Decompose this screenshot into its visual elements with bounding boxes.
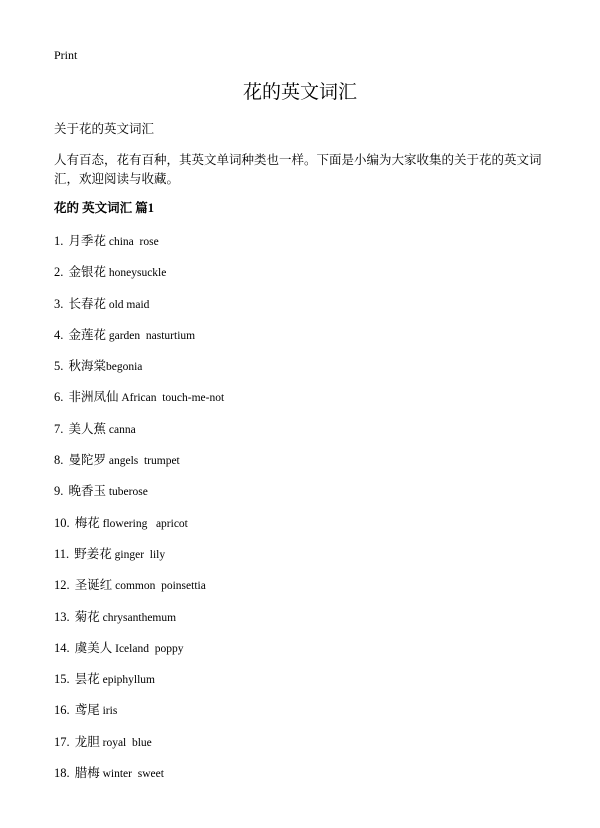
item-number: 3. <box>54 296 64 311</box>
list-item <box>54 544 224 575</box>
item-english: winter sweet <box>99 768 164 781</box>
item-english: old maid <box>105 298 150 311</box>
item-chinese: 美人蕉 <box>68 420 106 436</box>
print-link[interactable]: Print <box>54 48 78 62</box>
item-english: angels trumpet <box>105 455 180 468</box>
item-number: 15. <box>54 672 70 687</box>
list-item <box>54 481 224 512</box>
item-chinese: 梅花 <box>74 514 100 530</box>
item-english: epiphyllum <box>99 674 155 687</box>
list-item <box>54 294 224 325</box>
list-item <box>54 419 224 450</box>
item-english: iris <box>99 705 118 718</box>
item-chinese: 长春花 <box>68 295 106 311</box>
item-number: 1. <box>54 234 64 248</box>
item-number: 14. <box>54 640 70 655</box>
list-item <box>54 262 224 293</box>
item-chinese: 曼陀罗 <box>68 452 106 468</box>
item-chinese: 腊梅 <box>74 765 100 781</box>
list-item <box>54 356 224 387</box>
item-english: flowering apricot <box>99 517 188 530</box>
list-item <box>54 607 224 638</box>
list-item <box>54 763 224 794</box>
section-heading: 花的 英文词汇 篇1 <box>54 201 155 215</box>
item-chinese: 月季花 <box>68 233 106 248</box>
intro-paragraph: 人有百态，花有百种，其英文单词种类也一样。下面是小编为大家收集的关于花的英文词汇，欢迎阅读与收藏。 <box>54 152 542 186</box>
list-item <box>54 513 224 544</box>
item-english: common poinsettia <box>112 580 206 593</box>
subtitle: 关于花的英文词汇 <box>54 121 155 136</box>
item-number: 6. <box>54 390 64 405</box>
item-number: 2. <box>54 265 64 280</box>
list-item <box>54 732 224 763</box>
item-english: Iceland poppy <box>112 642 184 655</box>
list-item <box>54 700 224 731</box>
vocab-list <box>54 231 224 794</box>
item-chinese: 昙花 <box>74 671 100 687</box>
item-number: 10. <box>54 515 70 530</box>
list-item <box>54 669 224 700</box>
item-chinese: 龙胆 <box>74 733 100 749</box>
list-item <box>54 575 224 606</box>
page-title: 花的英文词汇 <box>242 81 357 103</box>
item-chinese: 虞美人 <box>74 639 113 655</box>
list-item <box>54 387 224 418</box>
item-english: honeysuckle <box>105 267 167 280</box>
item-english: chrysanthemum <box>99 611 177 624</box>
list-item <box>54 450 224 481</box>
item-english: ginger lily <box>111 548 166 561</box>
item-chinese: 金银花 <box>68 264 106 280</box>
item-number: 13. <box>54 609 70 624</box>
item-english: begonia <box>105 361 143 374</box>
item-number: 8. <box>54 453 64 468</box>
item-number: 11. <box>54 546 70 561</box>
item-number: 16. <box>54 703 70 718</box>
item-chinese: 非洲凤仙 <box>68 389 119 405</box>
item-chinese: 秋海棠 <box>68 358 106 374</box>
item-english: tuberose <box>105 486 148 499</box>
item-chinese: 金莲花 <box>68 326 106 342</box>
item-english: china rose <box>105 236 159 248</box>
item-chinese: 圣诞红 <box>74 577 113 593</box>
item-number: 9. <box>54 484 64 499</box>
list-item <box>54 325 224 356</box>
item-number: 5. <box>54 359 64 374</box>
item-chinese: 野姜花 <box>74 545 112 561</box>
item-chinese: 菊花 <box>74 608 100 624</box>
item-chinese: 鸢尾 <box>74 702 100 718</box>
item-number: 12. <box>54 578 70 593</box>
item-english: canna <box>105 423 136 436</box>
item-english: African touch-me-not <box>118 392 225 405</box>
list-item <box>54 638 224 669</box>
item-chinese: 晚香玉 <box>68 483 106 499</box>
list-item <box>54 231 224 262</box>
item-number: 7. <box>54 421 64 436</box>
item-english: royal blue <box>99 736 152 749</box>
item-number: 4. <box>54 327 64 342</box>
item-english: garden nasturtium <box>105 329 196 342</box>
item-number: 17. <box>54 734 70 749</box>
item-number: 18. <box>54 766 70 781</box>
